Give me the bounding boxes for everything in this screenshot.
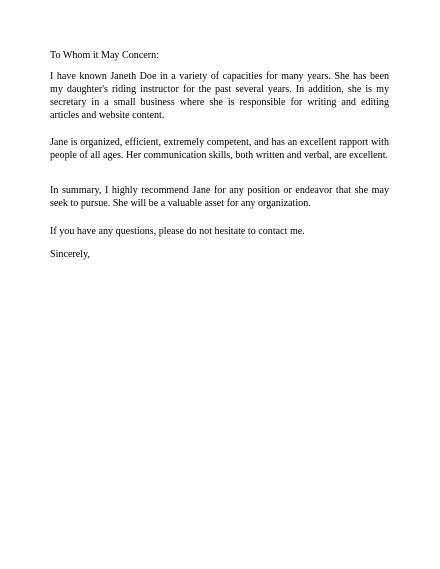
letter-paragraph-2: Jane is organized, efficient, extremely competent, and has an excellent rapport with people of all ages. Her communication skills, both written and verbal, are excellent. xyxy=(50,137,389,161)
letter-body xyxy=(50,49,389,261)
letter-paragraph-3: In summary, I highly recommend Jane for any position or endeavor that she may seek to pursue. She will be a valuable asset for any organization. xyxy=(50,185,389,209)
letter-closing: Sincerely, xyxy=(50,249,90,260)
letter-paragraph-4: If you have any questions, please do not hesitate to contact me. xyxy=(50,226,305,237)
letter-paragraph-1: I have known Janeth Doe in a variety of capacities for many years. She has been my daughter's riding instructor for the past several years. In addition, she is my secretary in a small business where she is responsible for writing and editing articles and website content. xyxy=(50,71,389,121)
letter-salutation: To Whom it May Concern: xyxy=(50,50,160,61)
